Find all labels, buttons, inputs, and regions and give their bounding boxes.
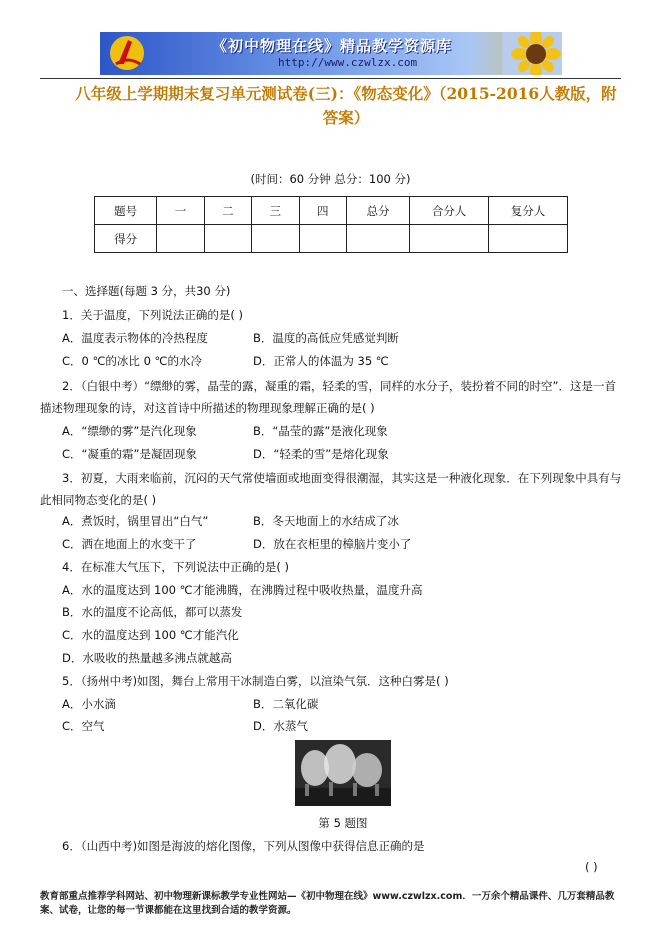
score-header-cell: 复分人 xyxy=(489,197,568,225)
score-cell[interactable] xyxy=(252,225,299,253)
header-banner xyxy=(100,32,562,75)
score-row-label: 得分 xyxy=(95,225,157,253)
question-3-option-a: A．煮饭时，锅里冒出“白气” xyxy=(62,514,209,528)
question-4-option-d: D．水吸收的热量越多沸点就越高 xyxy=(62,651,232,665)
score-table xyxy=(94,196,568,253)
document-title: 八年级上学期期末复习单元测试卷(三)：《物态变化》（2015-2016人教版，附答案） xyxy=(75,84,617,127)
exam-meta: (时间：60 分钟 总分：100 分) xyxy=(250,172,411,186)
question-5-option-a: A．小水滴 xyxy=(62,697,116,711)
question-4-option-a: A．水的温度达到 100 ℃才能沸腾，在沸腾过程中吸收热量，温度升高 xyxy=(62,583,423,597)
question-3-option-c: C．洒在地面上的水变干了 xyxy=(62,537,197,551)
banner-title: 《初中物理在线》精品教学资源库 xyxy=(212,37,453,55)
question-1-option-a: A．温度表示物体的冷热程度 xyxy=(62,331,208,345)
score-table-score-row xyxy=(95,225,568,253)
question-4-option-c: C．水的温度达到 100 ℃才能汽化 xyxy=(62,628,239,642)
score-header-cell: 合分人 xyxy=(410,197,489,225)
score-header-cell: 二 xyxy=(204,197,251,225)
question-4-stem: 4．在标准大气压下，下列说法中正确的是( ) xyxy=(62,560,289,574)
question-1-option-c: C．0 ℃的冰比 0 ℃的水冷 xyxy=(62,354,202,368)
score-cell[interactable] xyxy=(489,225,568,253)
score-cell[interactable] xyxy=(410,225,489,253)
score-header-cell: 题号 xyxy=(95,197,157,225)
question-3-option-b: B．冬天地面上的水结成了冰 xyxy=(253,514,399,528)
figure-5-caption: 第 5 题图 xyxy=(318,816,368,830)
question-2-option-a: A．“缥缈的雾”是汽化现象 xyxy=(62,424,197,438)
question-3-stem: 3．初夏，大雨来临前，沉闷的天气常使墙面或地面变得很潮湿，其实这是一种液化现象．在下列现象中具有与此相同物态变化的是( ) xyxy=(40,471,622,507)
score-header-cell: 三 xyxy=(252,197,299,225)
question-6-answer-blank: ( ) xyxy=(585,860,598,874)
score-header-cell: 一 xyxy=(157,197,204,225)
score-cell[interactable] xyxy=(346,225,409,253)
stage-fog-photo xyxy=(295,740,391,806)
question-4-option-b: B．水的温度不论高低，都可以蒸发 xyxy=(62,605,243,619)
score-cell[interactable] xyxy=(204,225,251,253)
question-5-option-c: C．空气 xyxy=(62,719,105,733)
score-header-cell: 四 xyxy=(299,197,346,225)
question-5-option-b: B．二氧化碳 xyxy=(253,697,319,711)
page-footer: 教育部重点推荐学科网站、初中物理新课标教学专业性网站—《初中物理在线》www.czwlzx.com．一万余个精品课件、几万套精品教案、试卷，让您的每一节课都能在这里找到合适的教学资源。 xyxy=(40,891,615,916)
question-1-option-b: B．温度的高低应凭感觉判断 xyxy=(253,331,399,345)
question-1-option-d: D．正常人的体温为 35 ℃ xyxy=(253,354,389,368)
question-2-stem: 2．（白银中考）“缥缈的雾，晶莹的露，凝重的霜，轻柔的雪，同样的水分子，装扮着不同的时空”．这是一首描述物理现象的诗，对这首诗中所描述的物理现象理解正确的是( ) xyxy=(40,379,616,415)
score-cell[interactable] xyxy=(157,225,204,253)
banner-url[interactable]: http://www.czwlzx.com xyxy=(278,56,418,69)
score-table-header-row xyxy=(95,197,568,225)
score-header-cell: 总分 xyxy=(346,197,409,225)
question-3-option-d: D．放在衣柜里的樟脑片变小了 xyxy=(253,537,412,551)
header-rule xyxy=(40,78,621,79)
question-2-option-b: B．“晶莹的露”是液化现象 xyxy=(253,424,388,438)
score-cell[interactable] xyxy=(299,225,346,253)
question-5-stem: 5．（扬州中考)如图，舞台上常用干冰制造白雾，以渲染气氛．这种白雾是( ) xyxy=(62,674,449,688)
question-1-stem: 1．关于温度，下列说法正确的是( ) xyxy=(62,308,243,322)
stage-fog-image xyxy=(295,740,391,806)
site-logo-icon xyxy=(108,34,146,72)
sunflower-icon xyxy=(502,32,562,75)
question-6-stem: 6．（山西中考)如图是海波的熔化图像，下列从图像中获得信息正确的是 xyxy=(62,839,425,853)
question-5-option-d: D．水蒸气 xyxy=(253,719,308,733)
section-heading: 一、选择题(每题 3 分，共30 分) xyxy=(62,284,231,298)
question-2-option-d: D．“轻柔的雪”是熔化现象 xyxy=(253,447,389,461)
question-2-option-c: C．“凝重的霜”是凝固现象 xyxy=(62,447,197,461)
